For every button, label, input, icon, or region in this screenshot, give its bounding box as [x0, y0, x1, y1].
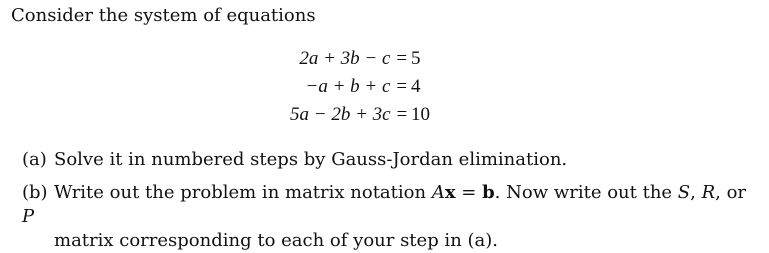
part-b: [22, 181, 762, 253]
part-a-text: Solve it in numbered steps by Gauss-Jordan elimination.: [54, 149, 568, 170]
matrix-symbol-s: S: [677, 182, 691, 203]
matrix-symbol-p: P: [22, 206, 35, 227]
equation-1-lhs: 2a + 3b − c =: [299, 48, 408, 69]
part-a: [22, 148, 762, 172]
equation-1-rhs: 5: [411, 48, 421, 69]
or-separator: , or: [715, 182, 747, 203]
part-b-text-1: Write out the problem in matrix notation: [54, 182, 432, 203]
part-b-line2: matrix corresponding to each of your step in (a).: [54, 230, 499, 251]
part-b-line1: [22, 182, 746, 227]
equation-row-2: [290, 73, 460, 101]
equation-2-rhs: 4: [411, 76, 421, 97]
equals-sign: =: [455, 182, 483, 203]
vector-symbol-x: x: [444, 182, 456, 203]
comma-separator: ,: [690, 182, 702, 203]
vector-symbol-b: b: [482, 182, 495, 203]
matrix-symbol-r: R: [701, 182, 716, 203]
equation-system: [290, 45, 460, 129]
equation-3-lhs: 5a − 2b + 3c =: [290, 104, 409, 125]
equation-row-1: [290, 45, 460, 73]
part-b-text-2: . Now write out the: [494, 182, 678, 203]
matrix-symbol-a: A: [431, 182, 445, 203]
equation-row-3: [290, 101, 460, 129]
equation-3-rhs: 10: [411, 104, 430, 125]
part-a-marker: (a): [22, 149, 47, 170]
intro-text: Consider the system of equations: [11, 5, 316, 26]
equation-2-lhs: −a + b + c =: [305, 76, 408, 97]
part-b-marker: (b): [22, 182, 48, 203]
